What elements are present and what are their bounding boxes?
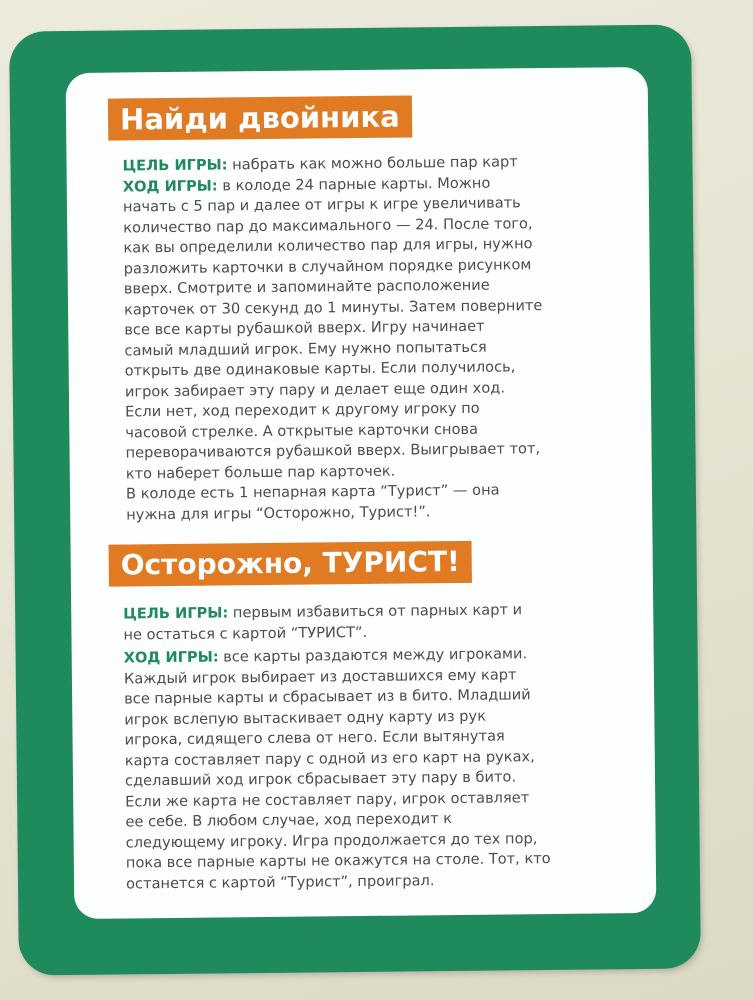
rules-line: игрок забирает эту пару и делает еще один ход.: [124, 378, 506, 400]
rules-line: Если нет, ход переходит к другому игроку по: [125, 399, 480, 421]
rules-line: кто наберет больше пар карточек.: [125, 462, 396, 482]
rules-line: В колоде есть 1 непарная карта “Турист” — она: [125, 481, 500, 503]
rules-line: начать с 5 пар и далее от игры к игре увеличивать: [122, 194, 521, 216]
rules-line: вверх. Смотрите и запоминайте расположение: [123, 276, 490, 298]
rules-line: пока все парные карты не окажутся на столе. Тот, кто: [125, 850, 551, 872]
game2-rules: [123, 599, 636, 894]
game1-goal-text: набрать как можно больше пар карт: [227, 153, 518, 174]
rules-line: все все карты рубашкой вверх. Игру начинает: [124, 317, 485, 339]
rules-line: открыть две одинаковые карты. Если получилось,: [124, 358, 516, 380]
game2-goal-line-2: не остаться с картой “ТУРИСТ”.: [123, 623, 368, 643]
rules-line: карточек от 30 секунд до 1 минуты. Затем поверните: [123, 296, 543, 318]
rules-line: разложить карточки в случайном порядке рисунком: [123, 255, 532, 277]
game1-move-label: ХОД ИГРЫ:: [122, 176, 218, 195]
rules-line: игрок вслепую вытаскивает одну карту из рук: [124, 707, 487, 728]
game2-title: Осторожно, ТУРИСТ!: [109, 541, 472, 587]
rules-line: Если же карта не составляет пару, игрок оставляет: [125, 788, 530, 810]
rules-line: самый младший игрок. Ему нужно попытаться: [124, 338, 487, 359]
rules-line: сделавший ход игрок сбрасывает эту пару в бито.: [124, 768, 517, 790]
game2-move-label: ХОД ИГРЫ:: [123, 648, 219, 667]
rules-line: Каждый игрок выбирает из доставшихся ему карт: [123, 665, 517, 687]
rules-line: карта составляет пару с одной из его карт на руках,: [124, 747, 535, 769]
rules-line: все парные карты и сбрасывает из в бито. Младший: [124, 686, 531, 708]
game2-goal-label: ЦЕЛЬ ИГРЫ:: [123, 604, 229, 623]
rules-line: переворачиваются рубашкой вверх. Выигрывает тот,: [125, 440, 541, 462]
game1-goal-label: ЦЕЛЬ ИГРЫ:: [122, 156, 228, 175]
rules-line: как вы определили количество пар для игры, нужно: [123, 235, 533, 257]
rules-line: часовой стрелке. А открытые карточки снова: [125, 420, 479, 441]
rules-line: количество пар до максимального — 24. После того,: [123, 214, 533, 236]
rules-line: игрока, сидящего слева от него. Если вытянутая: [124, 727, 505, 749]
rules-line: останется с картой “Турист”, проиграл.: [125, 871, 435, 892]
game2-goal-text: первым избавиться от парных карт и: [228, 601, 523, 622]
rules-line: нужна для игры “Осторожно, Турист!”.: [126, 502, 431, 523]
card-face: [66, 67, 657, 919]
game2-move-text: все карты раздаются между игроками.: [218, 645, 528, 666]
rules-line: ее себе. В любом случае, ход переходит к: [125, 810, 453, 831]
rules-line: следующему игроку. Игра продолжается до тех пор,: [125, 829, 538, 851]
game1-rules: [122, 151, 626, 525]
game1-title: Найди двойника: [108, 95, 412, 140]
game1-move-text: в колоде 24 парные карты. Можно: [217, 174, 491, 194]
